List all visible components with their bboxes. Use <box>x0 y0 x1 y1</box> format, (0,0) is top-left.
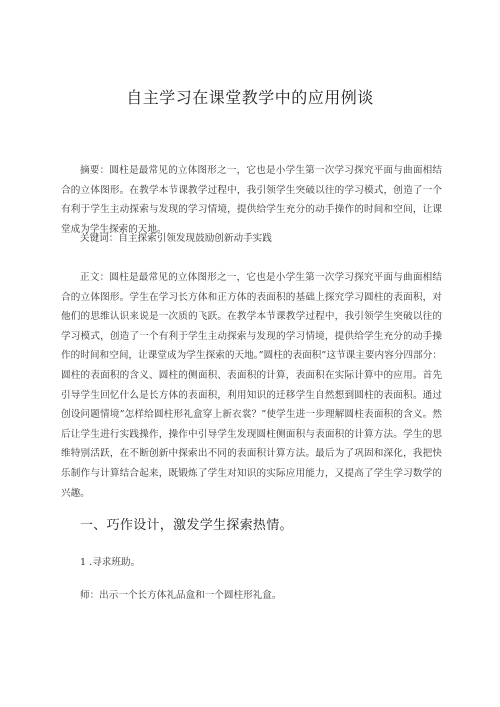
teacher-line: 师：出示一个长方体礼品盒和一个圆柱形礼盒。 <box>80 590 282 601</box>
abstract-paragraph: 摘要：圆柱是最常见的立体图形之一，它也是小学生第一次学习探究平面与曲面相结合的立体图形。在教学本节课教学过程中，我引领学生突破以往的学习模式，创造了一个有利于学生主动探索与发现的学习情境，提供给学生充分的动手操作的时间和空间，让课堂成为学生探索的天地。 <box>61 165 442 235</box>
document-title: 自主学习在课堂教学中的应用例谈 <box>126 88 374 107</box>
keywords-line: 关键词：自主探索引领发现鼓励创新动手实践 <box>80 233 272 244</box>
sub-item-line: 1 .寻求班助。 <box>80 557 141 568</box>
body-paragraph: 正文：圆柱是最常见的立体图形之一，它也是小学生第一次学习探究平面与曲面相结合的立体图形。学生在学习长方体和正方体的表面积的基础上探究学习圆柱的表面积，对他们的思维认识来说是一次质的飞跃。在教学本节课教学过程中，我引领学生突破以往的学习模式，创造了一个有利于学生主动探索与发现的学习情境，提供给学生充分的动手操作的时间和空间，让课堂成为学生探索的天地。”圆柱的表面积”这节课主要内容分四部分：圆柱的表面积的含义、圆柱的侧面积、表面积的计算，表面积在实际计算中的应用。首先引导学生回忆什么是长方体的表面积，利用知识的迁移学生自然想到圆柱的表面积。通过创设问题情境”怎样给圆柱形礼盒穿上新衣裳？”使学生进一步理解圆柱表面积的含义。然后让学生进行实践操作，操作中引导学生发现圆柱侧面积与表面积的计算方法。学生的思维特别活跃，在不断创新中探索出不同的表面积计算方法。最后为了巩固和深化，我把快乐制作与计算结合起来，既锻炼了学生对知识的实际应用能力，又提高了学生学习数学的兴趣。 <box>61 272 442 499</box>
section-heading: 一、巧作设计，激发学生探索热情。 <box>80 518 293 533</box>
